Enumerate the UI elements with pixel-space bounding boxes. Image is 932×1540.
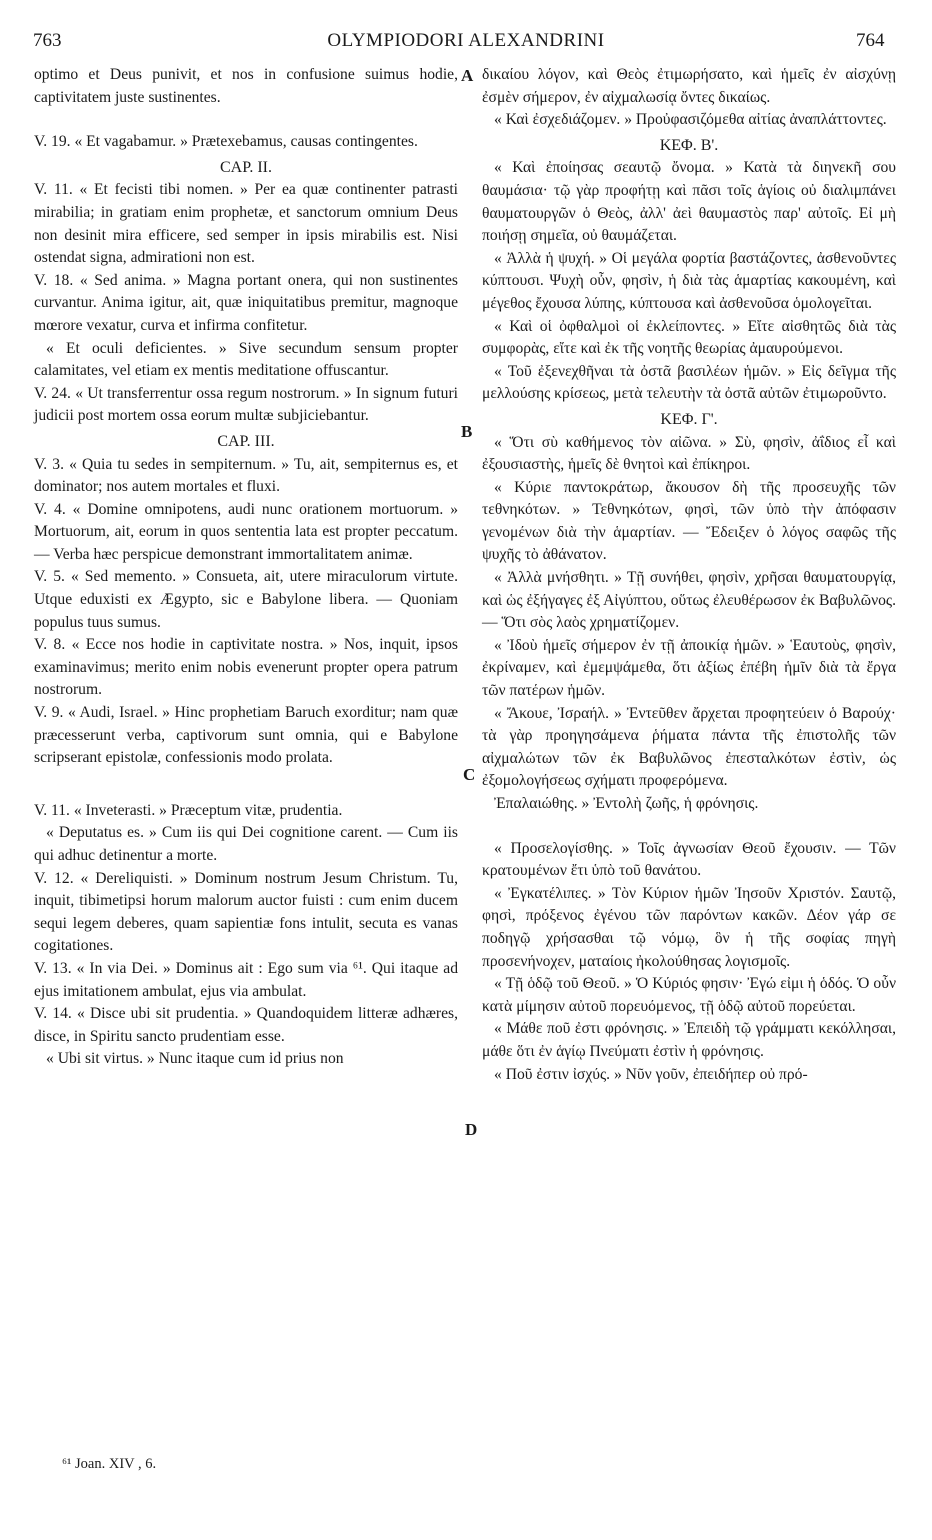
greek-paragraph: Ἐπαλαιώθης. » Ἐντολὴ ζωῆς, ἡ φρόνησις. — [494, 795, 759, 812]
greek-paragraph: « Ἐγκατέλιπες. » Τὸν Κύριον ἡμῶν Ἰησοῦν Χριστόν. Σαυτῷ, φησὶ, πρόξενος ἐγένου τῶν παρόντων κακῶν. Δέον γάρ σε ποδηγῷ χρήσασθαι τῷ νόμῳ, ὃν ἡ τῆς σοφίας πηγὴ προσενήνοχεν, ματαίοις ἠκολούθησας λογισμοῖς. — [482, 884, 896, 970]
latin-column — [34, 64, 458, 1071]
greek-paragraph: δικαίου λόγον, καὶ Θεὸς ἐτιμωρήσατο, καὶ ἡμεῖς ἐν αἰσχύνῃ ἐσμὲν σήμερον, ἐν αἰχμαλωσίᾳ ὄντες δικαίως. — [482, 66, 896, 106]
latin-paragraph: V. 14. « Disce ubi sit prudentia. » Quandoquidem litteræ adhæres, disce, in Spiritu sancto prudentiam esse. — [34, 1005, 458, 1045]
latin-paragraph: V. 11. « Inveterasti. » Præceptum vitæ, prudentia. — [34, 801, 343, 819]
greek-paragraph: « Ὅτι σὺ καθήμενος τὸν αἰῶνα. » Σὺ, φησὶν, ἀΐδιος εἶ καὶ ἐξουσιαστὴς, ἡμεῖς δὲ θνητοὶ καὶ ἐπίκηροι. — [482, 433, 896, 474]
greek-paragraph: « Τῇ ὁδῷ τοῦ Θεοῦ. » Ὁ Κύριός φησιν· Ἐγώ εἰμι ἡ ὁδός. Ὁ οὖν κατὰ μίμησιν αὐτοῦ πορευόμενος, τῇ ὁδῷ αὐτοῦ πορεύεται. — [482, 975, 896, 1015]
latin-paragraph: V. 5. « Sed memento. » Consueta, ait, utere miraculorum virtute. Utque eduxisti ex Ægypto, sic e Babylone libera. — Quoniam populus tuus sumus. — [34, 568, 458, 631]
margin-marker-a: A — [461, 66, 474, 85]
latin-paragraph: V. 8. « Ecce nos hodie in captivitate nostra. » Nos, inquit, ipsos examinavimus; merito enim nobis evenerunt propter opera patrum nostrorum. — [34, 636, 458, 699]
greek-paragraph: « Καὶ ἐσχεδιάζομεν. » Προὐφασιζόμεθα αἰτίας ἀναπλάττοντες. — [494, 111, 887, 129]
margin-marker-b: B — [461, 422, 473, 441]
running-header — [0, 30, 932, 66]
latin-paragraph: V. 18. « Sed anima. » Magna portant onera, qui non sustinentes curvantur. Anima igitur, ait, quæ iniquitatibus premitur, magnoque mœrore vexatur, curva et infirma confitetur. — [34, 271, 458, 334]
greek-paragraph: « Προσελογίσθης. » Τοῖς ἀγνωσίαν Θεοῦ ἔχουσιν. — Τῶν κρατουμένων ἔτι ὑπὸ τοῦ θανάτου. — [482, 839, 896, 880]
greek-paragraph: « Ἄκουε, Ἰσραήλ. » Ἐντεῦθεν ἄρχεται προφητεύειν ὁ Βαρούχ· τὰ γὰρ προηγησάμενα ῥήματα πάντα τῆς ἐπιστολῆς τῶν αἰχμαλώτων τῶν ἐκ Βαβυλῶνος ἐπεσταλκότων ἐστὶν, ὡς ἐξομολογήσεως σχήματι προφερόμενα. — [482, 704, 896, 790]
greek-paragraph: « Τοῦ ἐξενεχθῆναι τὰ ὀστᾶ βασιλέων ἡμῶν. » Εἰς δεῖγμα τῆς μελλούσης κρίσεως, μετὰ τελευτὴν τὰ ὀστᾶ αὐτῶν ἐτιμωροῦντο. — [482, 362, 896, 403]
latin-paragraph: V. 11. « Et fecisti tibi nomen. » Per ea quæ continenter patrasti mirabilia; in gratiam enim prophetæ, et sanctorum omnium Deus non desinit mira efficere, sed semper in ipsis mirabilis est. Nisi ostendat signa, admirationi non est. — [34, 181, 458, 267]
greek-paragraph: « Ἀλλὰ ἡ ψυχή. » Οἱ μεγάλα φορτία βαστάζοντες, ἀσθενοῦντες κύπτουσι. Ψυχὴ οὖν, φησὶν, ἡ διὰ τὰς ἁμαρτίας κακουμένη, καὶ μέγεθος ἔχουσα λύπης, κύπτουσα καὶ ἀσθενοῦσα ὁμολογεῖται. — [482, 249, 896, 312]
greek-paragraph: « Ἀλλὰ μνήσθητι. » Τῇ συνήθει, φησὶν, χρῆσαι θαυματουργίᾳ, καὶ ὡς ἐξήγαγες ἐξ Αἰγύπτου, οὕτως ἐλευθέρωσον ἐκ Βαβυλῶνος. — Ὅτι σὸς λαὸς χρηματίζομεν. — [482, 569, 896, 632]
latin-paragraph: « Deputatus es. » Cum iis qui Dei cognitione carent. — Cum iis qui adhuc detinentur a morte. — [34, 824, 458, 864]
footnote-rule — [34, 1440, 94, 1441]
chapter-heading-greek: ΚΕΦ. Γ'. — [660, 410, 718, 428]
latin-paragraph: optimo et Deus punivit, et nos in confusione suimus hodie, captivitatem juste sustinentes. — [34, 66, 458, 106]
chapter-heading-latin: CAP. III. — [217, 432, 275, 450]
greek-paragraph: « Καὶ οἱ ὀφθαλμοὶ οἱ ἐκλείποντες. » Εἴτε αἰσθητῶς διὰ τὰς συμφορὰς, εἴτε καὶ ἐκ τῆς νοητῆς θεωρίας ἀμαυρούμενοι. — [482, 317, 896, 358]
greek-paragraph: « Κύριε παντοκράτωρ, ἄκουσον δὴ τῆς προσευχῆς τῶν τεθνηκότων. » Τεθνηκότων, φησὶ, τῶν ὑπὸ τὴν ἀπόφασιν γενομένων διὰ τὴν ἁμαρτίαν. — Ἔδειξεν ὁ λόγος σαφῶς τῆς ψυχῆς τὸ ἀθάνατον. — [482, 478, 896, 564]
greek-paragraph: « Ἰδοὺ ἡμεῖς σήμερον ἐν τῇ ἀποικίᾳ ἡμῶν. » Ἑαυτοὺς, φησὶν, ἐκρίναμεν, καὶ ἐμεμψάμεθα, ὅτι ἀξίως ἐπέβη ἡμῖν διὰ τὰ ἔργα τῶν πατέρων ἡμῶν. — [482, 636, 896, 700]
margin-marker-c: C — [463, 765, 476, 784]
running-title: OLYMPIODORI ALEXANDRINI — [327, 30, 605, 51]
latin-paragraph: V. 13. « In via Dei. » Dominus ait : Ego sum via ⁶¹. Qui itaque ad ejus imitationem ambulat, ejus via ambulat. — [34, 959, 458, 1000]
latin-paragraph: V. 24. « Ut transferrentur ossa regum nostrorum. » In signum futuri judicii post mortem ossa eorum multæ subjiciebantur. — [34, 384, 458, 425]
latin-paragraph: « Et oculi deficientes. » Sive secundum sensum propter calamitates, vel etiam ex mentis meditatione offuscantur. — [34, 339, 458, 380]
latin-paragraph: V. 3. « Quia tu sedes in sempiternum. » Tu, ait, sempiternus es, et dominator; nos autem mortales et fluxi. — [34, 455, 458, 496]
latin-paragraph: V. 19. « Et vagabamur. » Prætexebamus, causas contingentes. — [34, 133, 418, 151]
greek-column — [482, 64, 896, 1086]
latin-paragraph: V. 9. « Audi, Israel. » Hinc prophetiam Baruch exorditur; nam quæ præcesserunt verba, captivorum sunt omnia, qui e Babylone scripserant epistolæ, confessionis modo prolata. — [34, 704, 458, 767]
footnote: ⁶¹ Joan. XIV , 6. — [62, 1456, 157, 1472]
margin-marker-d: D — [465, 1120, 478, 1139]
latin-paragraph: V. 4. « Domine omnipotens, audi nunc orationem mortuorum. » Mortuorum, ait, eorum in quos sententia lata est propter peccatum. — Verba hæc perspicue demonstrant immortalitatem animæ. — [34, 500, 458, 563]
latin-paragraph: « Ubi sit virtus. » Nunc itaque cum id prius non — [46, 1050, 344, 1068]
latin-paragraph: V. 12. « Dereliquisti. » Dominum nostrum Jesum Christum. Tu, inquit, tibimetipsi horum malorum auctor fuisti : cum enim ducem sequi legem deberes, quam sapientiæ fons intulit, secuta es vanas cogitationes. — [34, 869, 458, 955]
page-number-left: 763 — [33, 30, 62, 51]
greek-paragraph: « Καὶ ἐποίησας σεαυτῷ ὄνομα. » Κατὰ τὰ διηνεκῆ σου θαυμάσια· τῷ γὰρ προφήτῃ καὶ πᾶσι τοῖς ἁγίοις οὐ διαλιμπάνει θαυματουργῶν ὁ Θεὸς, ἀλλ' ἀεὶ θαυμαστὸς παρ' αὐτοῖς. Εἰ μὴ ποιήσῃ σημεῖα, οὐ θαυμάζεται. — [482, 159, 896, 245]
chapter-heading-greek: ΚΕΦ. Β'. — [659, 136, 719, 154]
greek-paragraph: « Ποῦ ἐστιν ἰσχύς. » Νῦν γοῦν, ἐπειδήπερ οὐ πρό- — [494, 1065, 808, 1083]
greek-paragraph: « Μάθε ποῦ ἐστι φρόνησις. » Ἐπειδὴ τῷ γράμματι κεκόλλησαι, μάθε ὅτι ἐν ἁγίῳ Πνεύματι ἐστὶν ἡ φρόνησις. — [482, 1020, 896, 1060]
chapter-heading-latin: CAP. II. — [219, 158, 272, 176]
page-number-right: 764 — [856, 30, 885, 51]
